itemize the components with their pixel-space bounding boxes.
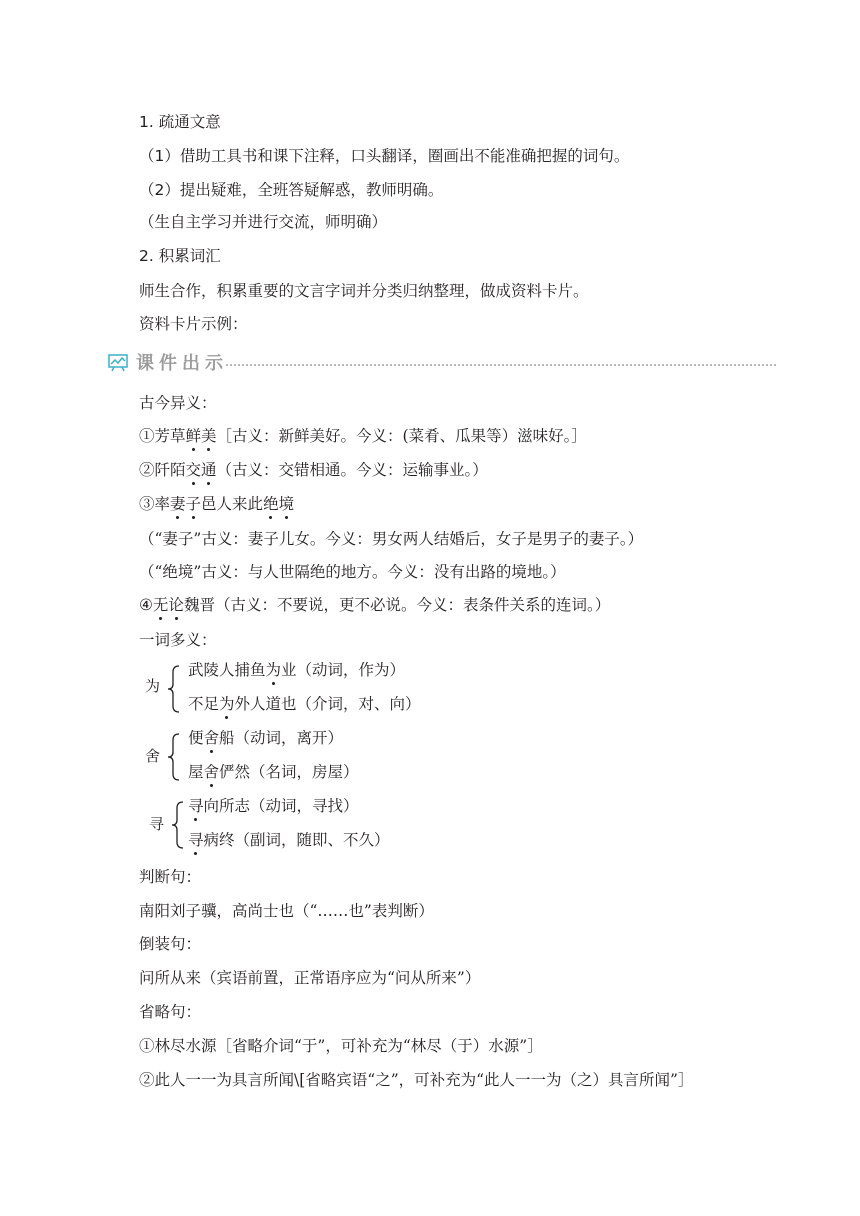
gujin-note-1: （“妻子”古义：妻子儿女。今义：男女两人结婚后，女子是男子的妻子。）: [139, 530, 644, 548]
shenglue-item-1: ①林尽水源［省略介词“于”，可补充为“林尽（于）水源”］: [139, 1037, 543, 1055]
panduan-label: 判断句：: [139, 868, 202, 886]
daozhuang-text: 问所从来（宾语前置，正常语序应为“问从所来”）: [139, 969, 481, 987]
wei-char: 为: [145, 677, 161, 695]
step-2-text: （2）提出疑难，全班答疑解惑，教师明确。: [139, 181, 444, 199]
step-1-text: （1）借助工具书和课下注释，口头翻译，圈画出不能准确把握的词句。: [139, 147, 630, 165]
section-heading-1: 1. 疏通文意: [139, 113, 221, 131]
brace-she: [167, 732, 181, 782]
courseware-banner: [108, 351, 776, 377]
xun-usage-2: 寻病终（副词，随即、不久）: [188, 831, 390, 849]
gujin-item-3: ③率妻子邑人来此绝境: [139, 495, 295, 513]
gujin-item-2: ②阡陌交通（古义：交错相通。今义：运输事业。）: [139, 461, 488, 479]
brace-wei: [167, 664, 181, 714]
gujin-note-2: （“绝境”古义：与人世隔绝的地方。今义：没有出路的境地。）: [139, 563, 566, 581]
section-2-description: 师生合作，积累重要的文言字词并分类归纳整理，做成资料卡片。: [139, 282, 589, 300]
shenglue-label: 省略句：: [139, 1003, 202, 1021]
gujin-label: 古今异义：: [139, 394, 217, 412]
note-text: （生自主学习并进行交流，师明确）: [139, 213, 388, 231]
section-heading-2: 2. 积累词汇: [139, 247, 221, 265]
banner-divider: [226, 364, 776, 366]
panduan-text: 南阳刘子骥，高尚士也（“……也”表判断）: [139, 902, 434, 920]
she-usage-2: 屋舍俨然（名词，房屋）: [188, 763, 359, 781]
xun-usage-1: 寻向所志（动词，寻找）: [188, 797, 359, 815]
she-char: 舍: [145, 747, 161, 765]
banner-title: 课件出示: [136, 353, 228, 374]
shenglue-item-2: ②此人一一为具言所闻\[省略宾语“之”，可补充为“此人一一为（之）具言所闻”］: [139, 1071, 694, 1089]
wei-usage-1: 武陵人捕鱼为业（动词，作为）: [188, 661, 406, 679]
daozhuang-label: 倒装句：: [139, 935, 202, 953]
brace-xun: [171, 800, 185, 850]
wei-usage-2: 不足为外人道也（介词，对、向）: [188, 695, 421, 713]
chart-board-icon: [108, 354, 128, 376]
gujin-item-4: ④无论魏晋（古义：不要说，更不必说。今义：表条件关系的连词。）: [139, 596, 611, 614]
example-label: 资料卡片示例：: [139, 315, 248, 333]
yici-label: 一词多义：: [139, 631, 217, 649]
xun-char: 寻: [149, 815, 165, 833]
gujin-item-1: ①芳草鲜美［古义：新鲜美好。今义：(菜肴、瓜果等）滋味好。］: [139, 427, 587, 445]
she-usage-1: 便舍船（动词，离开）: [188, 729, 344, 747]
